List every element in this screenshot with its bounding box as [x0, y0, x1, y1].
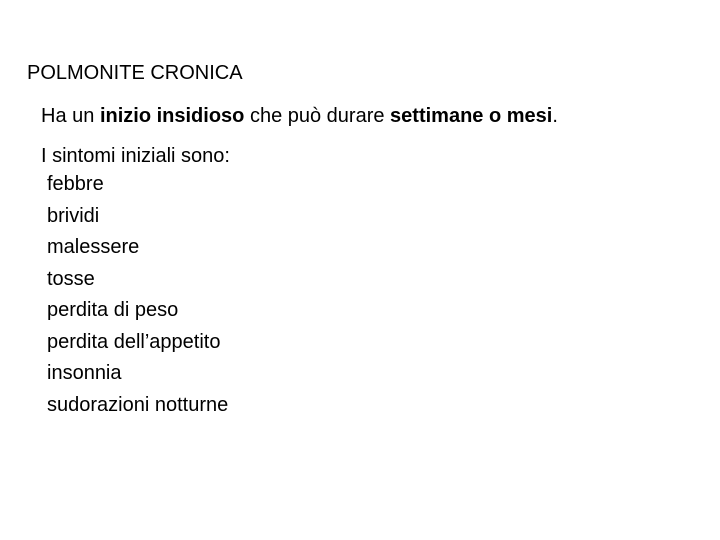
symptom-item: brividi: [47, 204, 100, 227]
intro-text-2: che può durare: [244, 105, 391, 127]
symptom-item: malessere: [47, 236, 140, 258]
intro-bold-onset: inizio insidioso: [99, 105, 245, 127]
symptom-item: insonnia: [47, 362, 122, 384]
symptoms-lead: I sintomi iniziali sono:: [41, 145, 230, 167]
symptom-item: perdita di peso: [47, 299, 179, 321]
intro-text-1: Ha un: [41, 105, 100, 127]
symptom-item: sudorazioni notturne: [47, 393, 229, 416]
intro-bold-duration: settimane o mesi: [390, 105, 553, 127]
slide-title: POLMONITE CRONICA: [27, 62, 243, 84]
symptom-item: tosse: [47, 267, 95, 290]
symptoms-list: [47, 172, 228, 424]
symptom-item: perdita dell’appetito: [47, 330, 221, 353]
intro-text-3: .: [552, 105, 558, 127]
intro-sentence: [41, 104, 558, 128]
symptom-item: febbre: [47, 173, 104, 195]
